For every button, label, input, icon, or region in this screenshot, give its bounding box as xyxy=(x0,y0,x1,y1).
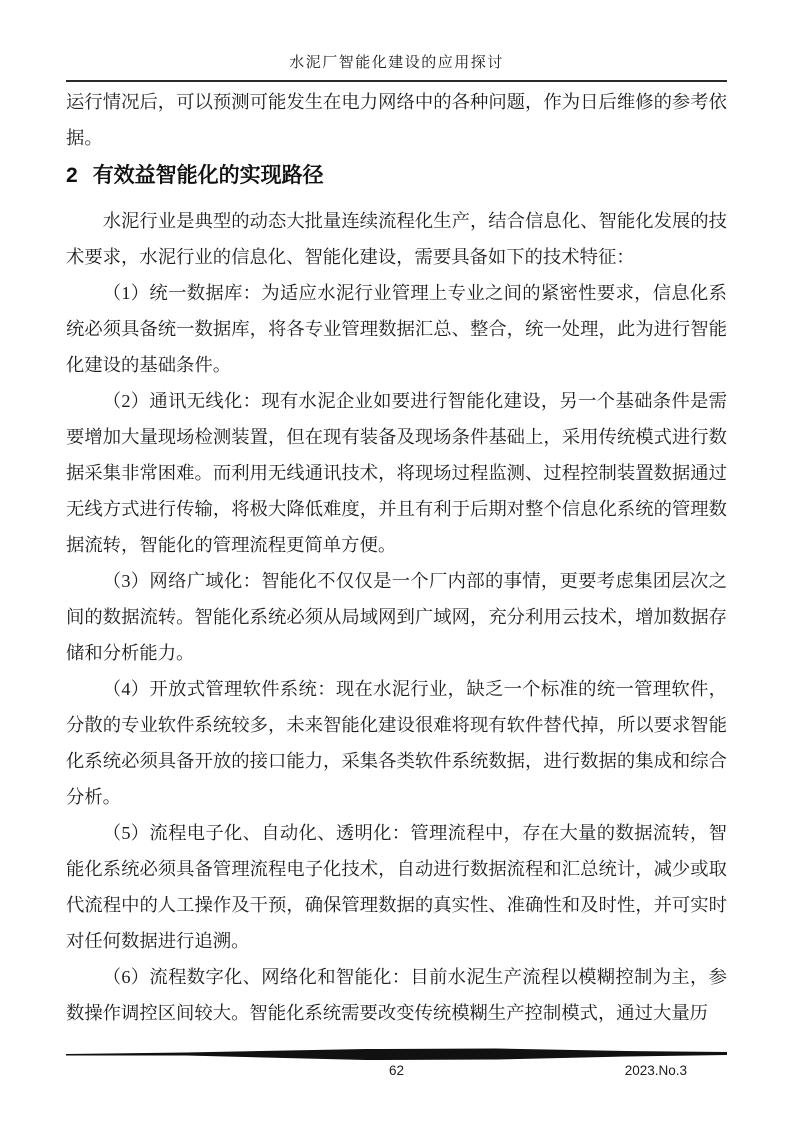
issue-number: 2023.No.3 xyxy=(624,1063,687,1078)
paragraph: 水泥行业是典型的动态大批量连续流程化生产，结合信息化、智能化发展的技术要求，水泥行业的信息化、智能化建设，需要具备如下的技术特征： xyxy=(66,211,727,267)
section-heading xyxy=(66,158,727,193)
section-number: 2 xyxy=(66,164,78,187)
paragraph: （6）流程数字化、网络化和智能化：目前水泥生产流程以模糊控制为主，参数操作调控区间较大。智能化系统需要改变传统模糊生产控制模式，通过大量历 xyxy=(66,967,727,1023)
page-footer xyxy=(66,1048,727,1082)
paragraph: （2）通讯无线化：现有水泥企业如要进行智能化建设，另一个基础条件是需要增加大量现场检测装置，但在现有装备及现场条件基础上，采用传统模式进行数据采集非常困难。而利用无线通讯技术，将现场过程监测、过程控制装置数据通过无线方式进行传输，将极大降低难度，并且有利于后期对整个信息化系统的管理数据流转，智能化的管理流程更简单方便。 xyxy=(66,391,727,555)
section-title: 有效益智能化的实现路径 xyxy=(92,164,324,187)
paragraph: （1）统一数据库：为适应水泥行业管理上专业之间的紧密性要求，信息化系统必须具备统一数据库，将各专业管理数据汇总、整合，统一处理，此为进行智能化建设的基础条件。 xyxy=(66,283,727,375)
footer-rule xyxy=(66,1048,727,1062)
paragraph-intro: 运行情况后，可以预测可能发生在电力网络中的各种问题，作为日后维修的参考依据。 xyxy=(66,92,727,148)
paragraph: （4）开放式管理软件系统：现在水泥行业，缺乏一个标准的统一管理软件，分散的专业软件系统较多，未来智能化建设很难将现有软件替代掉，所以要求智能化系统必须具备开放的接口能力，采集各类软件系统数据，进行数据的集成和综合分析。 xyxy=(66,679,727,807)
page-number: 62 xyxy=(388,1063,405,1078)
article-body xyxy=(66,84,727,1031)
paragraph: （3）网络广域化：智能化不仅仅是一个厂内部的事情，更要考虑集团层次之间的数据流转。智能化系统必须从局域网到广域网，充分利用云技术，增加数据存储和分析能力。 xyxy=(66,571,727,663)
paragraph: （5）流程电子化、自动化、透明化：管理流程中，存在大量的数据流转，智能化系统必须具备管理流程电子化技术，自动进行数据流程和汇总统计，减少或取代流程中的人工操作及干预，确保管理数据的真实性、准确性和及时性，并可实时对任何数据进行追溯。 xyxy=(66,823,727,951)
running-header xyxy=(66,0,727,82)
header-rule xyxy=(66,80,727,82)
running-header-title: 水泥厂智能化建设的应用探讨 xyxy=(289,55,504,71)
footer-row xyxy=(66,1062,727,1082)
